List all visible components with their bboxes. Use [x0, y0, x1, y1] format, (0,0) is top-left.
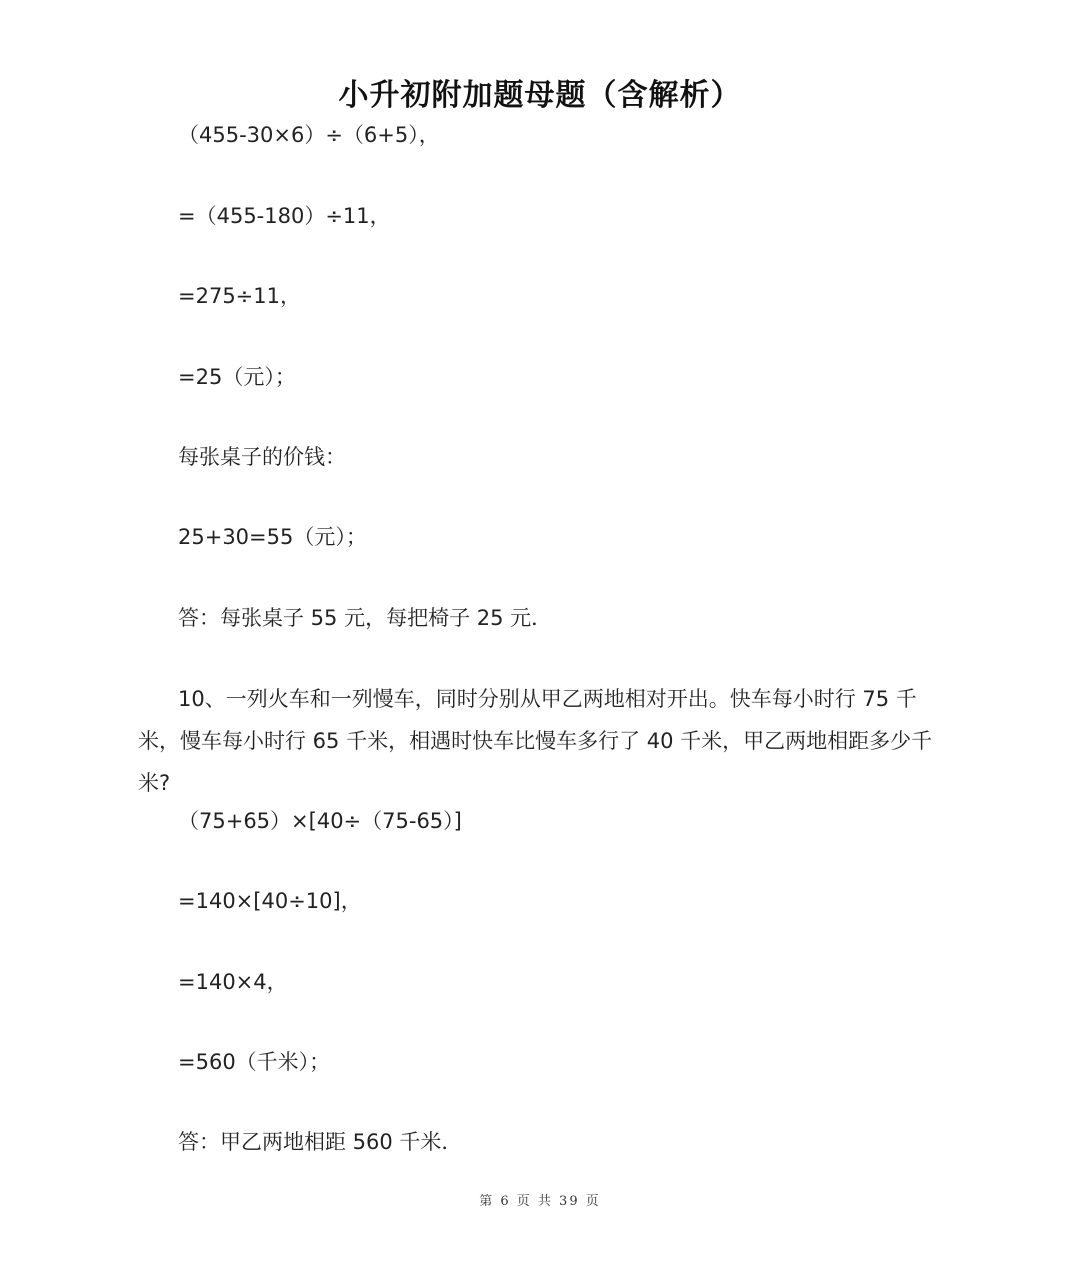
solution-line-4: =560（千米）； [178, 1050, 331, 1074]
solution-line-3: =140×4， [178, 970, 288, 994]
calc-line-1: （455-30×6）÷（6+5）， [178, 123, 440, 147]
solution-line-1: （75+65）×[40÷（75-65）] [178, 809, 462, 833]
desk-price-heading: 每张桌子的价钱： [178, 445, 346, 469]
problem-10-text: 10、一列火车和一列慢车，同时分别从甲乙两地相对开出。快车每小时行 75 千米，慢车每小时行 65 千米，相遇时快车比慢车多行了 40 千米，甲乙两地相距多少千米? [138, 687, 933, 795]
page-title: 小升初附加题母题（含解析） [338, 78, 742, 113]
page-number-footer: 第 6 页 共 39 页 [479, 1194, 601, 1209]
solution-line-2: =140×[40÷10]， [178, 889, 362, 913]
calc-line-3: =275÷11， [178, 284, 301, 308]
answer-line-9: 答：每张桌子 55 元，每把椅子 25 元． [178, 606, 553, 630]
calc-line-5: 25+30=55（元）； [178, 525, 367, 549]
answer-line-10: 答：甲乙两地相距 560 千米． [178, 1130, 463, 1154]
calc-line-2: =（455-180）÷11， [178, 204, 391, 228]
calc-line-4: =25（元）； [178, 365, 296, 389]
